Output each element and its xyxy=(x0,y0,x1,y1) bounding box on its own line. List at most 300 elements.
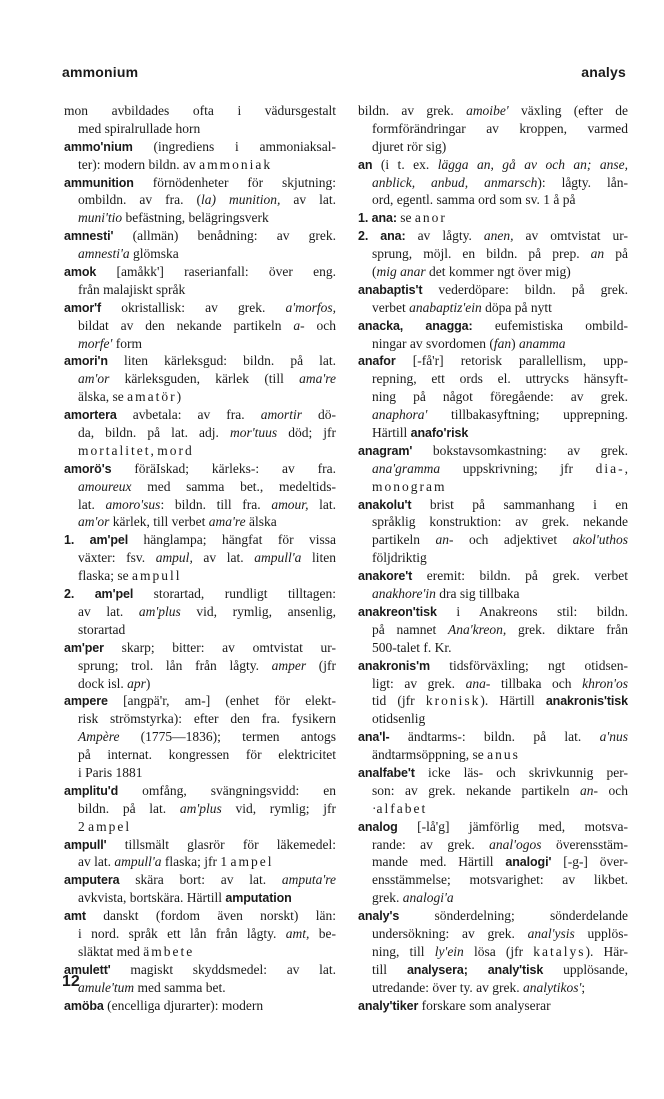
dictionary-line xyxy=(358,317,628,335)
definition-text: skära bort: av lat. xyxy=(119,872,282,888)
definition-text: ) xyxy=(145,675,151,691)
dictionary-line xyxy=(64,746,336,764)
headword: amortera xyxy=(64,408,117,423)
headword: anabaptis't xyxy=(358,282,423,297)
headword: anakore't xyxy=(358,569,413,584)
dictionary-line xyxy=(358,120,628,138)
definition-text: av lat. xyxy=(78,854,115,870)
definition-text: tillbaka och xyxy=(490,675,583,691)
etymon-italic: amule'tum xyxy=(78,979,135,995)
definition-text: vid, rymlig, ansenlig, xyxy=(180,603,336,619)
definition-text: på xyxy=(604,246,628,262)
headword: amorö's xyxy=(64,461,112,476)
definition-text: ; xyxy=(581,979,586,995)
definition-text: kärleksguden, kärlek (till xyxy=(109,371,300,387)
dictionary-line xyxy=(358,907,628,925)
headword: anakreon'tisk xyxy=(358,604,437,619)
dictionary-line xyxy=(64,496,336,514)
definition-text: befästning, belägringsverk xyxy=(122,210,269,226)
dictionary-line xyxy=(358,782,628,800)
dictionary-line xyxy=(64,281,336,299)
etymon-italic: anakhore'in xyxy=(372,586,436,602)
definition-text: älska xyxy=(245,514,277,530)
dictionary-line xyxy=(64,513,336,531)
dictionary-line xyxy=(358,281,628,299)
dictionary-line xyxy=(358,460,628,478)
definition-text: tidsförväxling; ngt otidsen- xyxy=(430,657,628,673)
etymon-italic: fan xyxy=(493,335,512,351)
definition-text: och xyxy=(598,782,628,798)
dictionary-line xyxy=(358,156,628,174)
headword: amputera xyxy=(64,873,120,888)
definition-text: ändtarmsöppning, se xyxy=(372,747,488,763)
headword: amt xyxy=(64,909,86,924)
definition-text: tid (jfr xyxy=(372,693,426,709)
definition-text: med samma bet., medeltids- xyxy=(131,478,336,494)
dictionary-line xyxy=(358,603,628,621)
definition-text: bildn. av grek. xyxy=(358,103,467,118)
dictionary-line xyxy=(358,961,628,979)
definition-text: skarp; bitter: av omtvistat ur- xyxy=(103,639,336,655)
definition-text: föräIskad; kärleks-: av fra. xyxy=(111,460,336,476)
etymon-italic: an- xyxy=(435,532,454,548)
etymon-italic: ly'ein xyxy=(434,943,464,959)
etymon-italic: akol'uthos xyxy=(572,532,628,548)
definition-text: liten kärleksgud: bildn. på lat. xyxy=(107,353,336,369)
etymon-italic: an xyxy=(590,246,605,262)
etymon-italic: anen, xyxy=(483,228,514,244)
definition-text: med spiralrullade horn xyxy=(78,120,201,136)
definition-text: döpa på nytt xyxy=(481,299,552,315)
etymon-italic: amour, xyxy=(271,496,309,512)
definition-text: lat. xyxy=(78,496,106,512)
definition-text: till xyxy=(372,961,407,977)
headword: analy's xyxy=(358,909,400,924)
definition-text: repning, ett ords el. uttrycks hänsyft- xyxy=(372,371,628,387)
etymon-italic: amoro'sus xyxy=(105,496,161,512)
dictionary-line xyxy=(358,442,628,460)
definition-text: verbet xyxy=(372,299,410,315)
cross-reference: ammoniak xyxy=(199,156,273,172)
etymon-italic: ampull'a xyxy=(114,854,162,870)
definition-text: ). Här- xyxy=(585,943,628,959)
definition-text: son: av grek. nekande partikeln xyxy=(372,782,581,798)
definition-text: bildat av den nekande partikeln xyxy=(78,317,294,333)
dictionary-line xyxy=(358,871,628,889)
headword: analfabe't xyxy=(358,765,415,780)
etymon-italic: am'plus xyxy=(138,603,181,619)
definition-text: av lat. xyxy=(192,550,255,566)
definition-text: storartad, rundligt tilltagen: xyxy=(133,586,336,602)
headword: amok xyxy=(64,265,97,280)
definition-text: med samma bet. xyxy=(134,979,226,995)
definition-text: följdriktig xyxy=(372,550,427,566)
dictionary-line xyxy=(64,352,336,370)
definition-text: släktat med xyxy=(78,943,144,959)
definition-text: dra sig tillbaka xyxy=(435,586,520,602)
definition-text: : bildn. till fra. xyxy=(160,496,272,512)
definition-text: från malajiskt språk xyxy=(78,281,186,297)
dictionary-line xyxy=(64,907,336,925)
etymon-italic: ama're xyxy=(208,514,246,530)
definition-text: [amåkk'] raserianfall: över eng. xyxy=(96,264,336,280)
etymon-italic: a- xyxy=(293,317,305,333)
etymon-italic: amnesti'a xyxy=(78,246,130,262)
definition-text: rande: av grek. xyxy=(372,836,490,852)
dictionary-line xyxy=(358,388,628,406)
etymon-italic: am'plus xyxy=(179,800,222,816)
dictionary-line xyxy=(358,836,628,854)
definition-text: språklig konstruktion: av grek. nekande xyxy=(372,514,628,530)
headword: anakolu't xyxy=(358,497,412,512)
dictionary-line xyxy=(358,889,628,907)
dictionary-line xyxy=(64,174,336,192)
etymon-italic: ampull'a xyxy=(254,550,302,566)
etymon-italic: ama're xyxy=(299,371,336,387)
cross-reference: monogram xyxy=(372,478,447,494)
dictionary-line xyxy=(358,639,628,657)
cross-reference: mortalitet xyxy=(78,442,151,458)
definition-text: form xyxy=(112,335,143,351)
dictionary-line xyxy=(64,191,336,209)
dictionary-line xyxy=(64,800,336,818)
etymon-italic: an- xyxy=(580,782,599,798)
definition-text: av omtvistat ur- xyxy=(513,228,628,244)
definition-text: växter: fsv. xyxy=(78,550,156,566)
definition-text: · xyxy=(372,800,377,816)
etymon-italic: amper xyxy=(271,657,307,673)
definition-text: på namnet xyxy=(372,621,448,637)
dictionary-line xyxy=(64,979,336,997)
etymon-italic: anaphora' xyxy=(372,407,428,423)
dictionary-line xyxy=(64,245,336,263)
definition-text: eremit: bildn. på grek. verbet xyxy=(412,568,628,584)
definition-text: (encelliga djurarter): modern xyxy=(103,997,264,1013)
definition-text: av lågty. xyxy=(405,228,484,244)
dictionary-line xyxy=(358,853,628,871)
definition-text: i Paris 1881 xyxy=(78,764,143,780)
dictionary-line xyxy=(358,227,628,245)
etymon-italic: anal'ogos xyxy=(489,836,542,852)
dictionary-line xyxy=(64,639,336,657)
definition-text: forskare som analyserar xyxy=(418,997,551,1013)
definition-text: (jfr xyxy=(306,657,336,673)
definition-text: [-g-] över- xyxy=(551,854,628,870)
headword: amori'n xyxy=(64,354,108,369)
etymon-italic: anal'ysis xyxy=(527,925,575,941)
definition-text: ningar av svordomen ( xyxy=(372,335,494,351)
dictionary-line xyxy=(64,621,336,639)
dictionary-line xyxy=(358,245,628,263)
dictionary-line xyxy=(64,657,336,675)
dictionary-line xyxy=(358,335,628,353)
definition-text: vid, rymlig; jfr xyxy=(221,800,336,816)
definition-text: ter): modern bildn. av xyxy=(78,156,200,172)
definition-text: utredande: över ty. av grek. xyxy=(372,979,523,995)
headword: 1. am'pel xyxy=(64,533,129,548)
dictionary-line xyxy=(358,746,628,764)
dictionary-line xyxy=(64,370,336,388)
dictionary-line xyxy=(64,782,336,800)
definition-text: ( xyxy=(372,264,377,280)
definition-text: ligt: av grek. xyxy=(372,675,466,691)
definition-text: (i t. ex. xyxy=(372,156,438,172)
definition-text: sönderdelning; sönderdelande xyxy=(399,908,628,924)
definition-text: se xyxy=(396,210,415,226)
definition-text: ombildn. av fra. ( xyxy=(78,192,201,208)
definition-text: dock isl. xyxy=(78,675,128,691)
headword: ampull' xyxy=(64,837,107,852)
definition-text: kärlek, till verbet xyxy=(109,514,209,530)
dictionary-line xyxy=(64,603,336,621)
etymon-italic: am'or xyxy=(78,514,110,530)
etymon-italic: a'morfos, xyxy=(285,299,336,315)
dictionary-line xyxy=(358,657,628,675)
definition-text: [angpä'r, am-] (enhet för elekt- xyxy=(107,693,336,709)
dictionary-line xyxy=(64,853,336,871)
cross-reference: kronisk xyxy=(425,693,481,709)
dictionary-line xyxy=(358,675,628,693)
definition-text: djuret rör sig) xyxy=(372,138,447,154)
cross-reference: ampull xyxy=(131,568,182,584)
definition-text: i Anakreons stil: bildn. xyxy=(436,603,628,619)
definition-text: växling (efter de xyxy=(508,103,628,118)
etymon-italic: amortir xyxy=(260,407,302,423)
dictionary-line xyxy=(358,513,628,531)
dictionary-line xyxy=(64,585,336,603)
definition-text: avbetala: av fra. xyxy=(116,407,261,423)
definition-text: risk strömstyrka): efter den fra. fysikern xyxy=(78,711,336,727)
headword: 1. ana: xyxy=(358,211,397,226)
headword: amulett' xyxy=(64,962,111,977)
definition-text: 500-talet f. Kr. xyxy=(372,639,452,655)
dictionary-line xyxy=(358,138,628,156)
dictionary-line xyxy=(64,460,336,478)
definition-text: sprung, möjl. en bildn. på prep. xyxy=(372,246,591,262)
dictionary-line xyxy=(64,317,336,335)
dictionary-line xyxy=(358,424,628,442)
definition-text: av lat. xyxy=(78,603,139,619)
dictionary-line xyxy=(64,764,336,782)
dictionary-line xyxy=(64,531,336,549)
definition-text: magiskt skyddsmedel: av lat. xyxy=(110,961,336,977)
dictionary-line xyxy=(358,209,628,227)
headword: analy'tiker xyxy=(358,998,419,1013)
definition-text: icke läs- och skrivkunnig per- xyxy=(414,764,628,780)
definition-text: på internat. kongressen för elektricitet xyxy=(78,747,336,763)
etymon-italic: mor'tuus xyxy=(229,425,278,441)
definition-text: da, bildn. på lat. adj. xyxy=(78,425,230,441)
dictionary-line xyxy=(358,478,628,496)
cross-reference: katalys xyxy=(533,943,586,959)
headword: anagram' xyxy=(358,443,413,458)
headword: amplitu'd xyxy=(64,783,119,798)
definition-text: [-lå'g] jämförlig med, motsva- xyxy=(397,818,628,834)
etymon-italic: muni'tio xyxy=(78,210,123,226)
definition-text: mande med. Härtill xyxy=(372,854,506,870)
definition-text: grek. xyxy=(372,890,403,906)
dictionary-line xyxy=(64,263,336,281)
headword: am'per xyxy=(64,640,104,655)
dictionary-line xyxy=(64,728,336,746)
etymon-italic: amoibe' xyxy=(466,103,509,118)
definition-text: (ingrediens i ammoniaksal- xyxy=(132,138,336,154)
dictionary-line xyxy=(64,227,336,245)
etymon-italic: amt, xyxy=(285,925,310,941)
definition-text: (1775—1836); termen antogs xyxy=(119,729,336,745)
dictionary-line xyxy=(358,352,628,370)
etymon-italic: mig anar xyxy=(376,264,426,280)
definition-text: och xyxy=(304,317,337,333)
dictionary-line xyxy=(358,943,628,961)
headword: analog xyxy=(358,819,398,834)
dictionary-line xyxy=(358,549,628,567)
dictionary-line xyxy=(64,997,336,1015)
etymon-italic: ana'gramma xyxy=(372,460,441,476)
headword: ampere xyxy=(64,694,108,709)
headword: amnesti' xyxy=(64,229,114,244)
left-column xyxy=(64,102,336,1014)
definition-text: grek. diktare från xyxy=(506,621,628,637)
definition-text: partikeln xyxy=(372,532,436,548)
cross-reference: amatör xyxy=(127,389,177,405)
etymon-italic: khron'os xyxy=(582,675,629,691)
headword: analogi' xyxy=(505,855,552,870)
etymon-italic: amputa're xyxy=(281,872,336,888)
dictionary-line xyxy=(64,335,336,353)
etymon-italic: analytikos' xyxy=(522,979,582,995)
dictionary-line xyxy=(358,818,628,836)
dictionary-line xyxy=(358,925,628,943)
etymon-italic: ana- xyxy=(465,675,491,691)
definition-text: (allmän) benådning: av grek. xyxy=(113,228,336,244)
headword: anafor xyxy=(358,354,396,369)
headword: anakronis'm xyxy=(358,658,431,673)
cross-reference: ampel xyxy=(230,854,274,870)
dictionary-line xyxy=(64,102,336,120)
dictionary-line xyxy=(358,728,628,746)
definition-text: bildn. på lat. xyxy=(78,800,180,816)
dictionary-line xyxy=(64,692,336,710)
definition-text: flaska; se xyxy=(78,568,132,584)
dictionary-line xyxy=(358,764,628,782)
definition-text: 2 xyxy=(78,818,89,834)
definition-text: ensstämmelse; motsvarighet: av likbet. xyxy=(372,872,628,888)
definition-text: av lat. xyxy=(280,192,336,208)
definition-text: ändtarms-: bildn. på lat. xyxy=(389,729,600,745)
page-number: 12 xyxy=(62,973,80,990)
headword: analysera; analy'tisk xyxy=(406,962,544,977)
dictionary-line xyxy=(358,567,628,585)
dictionary-line xyxy=(358,191,628,209)
definition-text: upplös- xyxy=(574,925,628,941)
definition-text: upplösande, xyxy=(543,961,628,977)
etymon-italic: ampul, xyxy=(155,550,193,566)
etymon-italic: lägga an, gå av och an; anse, xyxy=(437,156,628,172)
dictionary-line xyxy=(358,710,628,728)
cross-reference: ämbete xyxy=(143,943,195,959)
headword: amöba xyxy=(64,998,104,1013)
etymon-italic: amoureux xyxy=(78,478,132,494)
etymon-italic: Ampère xyxy=(78,729,120,745)
dictionary-line xyxy=(358,406,628,424)
definition-text: död; jfr xyxy=(277,425,336,441)
definition-text: flaska; jfr 1 xyxy=(161,854,231,870)
headword: 2. am'pel xyxy=(64,587,134,602)
definition-text: det kommer ngt över mig) xyxy=(425,264,571,280)
dictionary-line xyxy=(64,120,336,138)
cross-reference: alfabet xyxy=(376,800,428,816)
definition-text: liten xyxy=(301,550,336,566)
definition-text: avkvista, bortskära. Härtill xyxy=(78,890,226,906)
dictionary-line xyxy=(64,478,336,496)
headword: ana'l- xyxy=(358,730,390,745)
cross-reference: dia- xyxy=(595,460,625,476)
headword: ammunition xyxy=(64,175,134,190)
dictionary-line xyxy=(64,209,336,227)
etymon-italic: a'nus xyxy=(599,729,628,745)
definition-text: Härtill xyxy=(372,425,411,441)
definition-text: , xyxy=(150,442,158,458)
etymon-italic: am'or xyxy=(78,371,110,387)
definition-text: mon avbildades ofta i vädursgestalt xyxy=(64,103,336,118)
headword: 2. ana: xyxy=(358,229,406,244)
dictionary-line xyxy=(358,800,628,818)
definition-text: ) xyxy=(511,335,519,351)
dictionary-line xyxy=(64,424,336,442)
dictionary-line xyxy=(64,943,336,961)
headword: anakronis'tisk xyxy=(545,694,628,709)
cross-reference: mord xyxy=(157,442,194,458)
dictionary-line xyxy=(64,871,336,889)
cross-reference: ampel xyxy=(88,818,132,834)
definition-text: otidsenlig xyxy=(372,711,426,727)
etymon-italic: analogi'a xyxy=(402,890,454,906)
headword: amor'f xyxy=(64,300,102,315)
definition-text: , xyxy=(624,460,628,476)
dictionary-line xyxy=(64,818,336,836)
definition-text: sprung; trol. lån från lågty. xyxy=(78,657,272,673)
definition-text: danskt (fordom även norskt) län: xyxy=(85,908,336,924)
dictionary-line xyxy=(358,370,628,388)
running-head-left: ammonium xyxy=(62,64,139,80)
dictionary-line xyxy=(358,102,628,120)
definition-text: lat. xyxy=(308,496,336,512)
definition-text: be- xyxy=(309,925,336,941)
dictionary-line xyxy=(358,299,628,317)
definition-text: dö- xyxy=(301,407,336,423)
definition-text: omfång, svängningsvidd: en xyxy=(118,782,336,798)
running-head-right: analys xyxy=(581,64,626,80)
dictionary-line xyxy=(358,997,628,1015)
definition-text: bokstavsomkastning: av grek. xyxy=(412,442,628,458)
etymon-italic: apr xyxy=(127,675,146,691)
definition-text: ). Härtill xyxy=(480,693,546,709)
dictionary-line xyxy=(64,299,336,317)
headword: anacka, anagga: xyxy=(358,318,473,333)
definition-text: brist på sammanhang i en xyxy=(411,496,628,512)
cross-reference: anus xyxy=(487,747,520,763)
dictionary-line xyxy=(358,692,628,710)
dictionary-line xyxy=(358,174,628,192)
definition-text: eufemistiska ombild- xyxy=(472,317,628,333)
etymon-italic: anabaptiz'ein xyxy=(409,299,482,315)
dictionary-line xyxy=(64,710,336,728)
dictionary-line xyxy=(358,585,628,603)
definition-text: i nord. språk ett lån från lågty. xyxy=(78,925,286,941)
definition-text: okristallisk: av grek. xyxy=(101,299,286,315)
etymon-italic: morfe' xyxy=(78,335,113,351)
